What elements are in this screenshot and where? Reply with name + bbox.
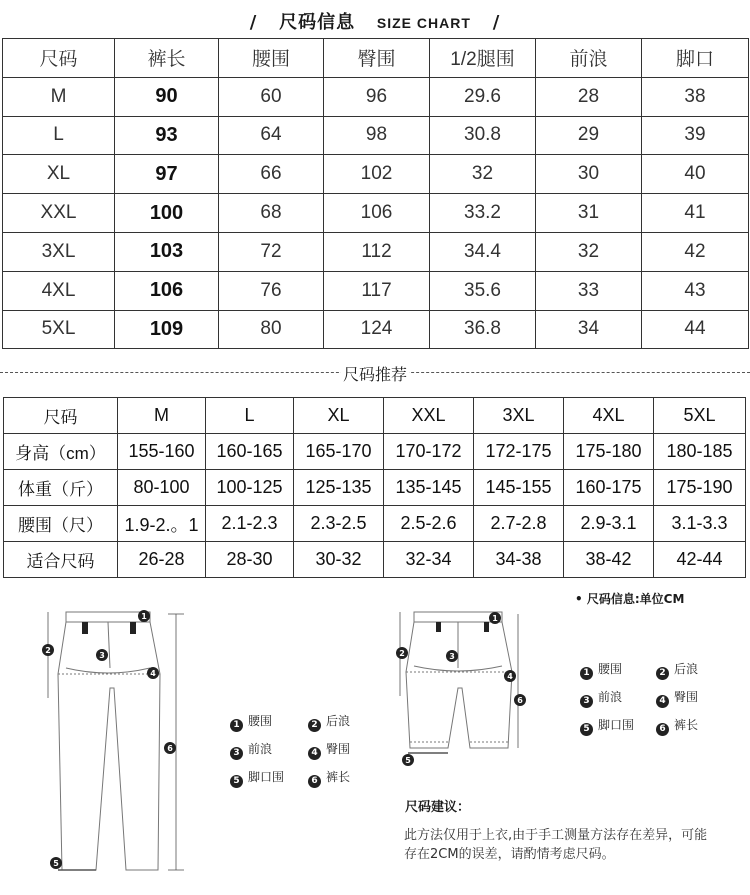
table-cell: 103 (115, 232, 219, 271)
table-row (3, 310, 749, 349)
row-header-cell: 身高（cm） (4, 434, 118, 470)
unit-note: • 尺码信息:单位CM (575, 592, 685, 606)
marker-3-label: 3 (449, 652, 455, 661)
table-cell: L (3, 116, 115, 155)
table-header-cell: 尺码 (3, 39, 115, 78)
table-cell: 160-165 (206, 434, 294, 470)
table-row (4, 506, 746, 542)
table-cell: 145-155 (474, 470, 564, 506)
table-cell: 32 (430, 155, 536, 194)
table-header-cell: 脚口 (642, 39, 749, 78)
legend-item: 2 后浪 (656, 660, 698, 680)
table-cell: 96 (324, 77, 430, 116)
table-cell: 34 (536, 310, 642, 349)
table-cell: 125-135 (294, 470, 384, 506)
table-cell: 106 (324, 194, 430, 233)
title-slash-right: / (492, 12, 501, 33)
table-header-row (3, 39, 749, 78)
table-cell: 2.1-2.3 (206, 506, 294, 542)
table-cell: 39 (642, 116, 749, 155)
table-row (3, 155, 749, 194)
marker-4-label: 4 (150, 669, 156, 678)
row-header-cell: 尺码 (4, 398, 118, 434)
table-cell: 2.3-2.5 (294, 506, 384, 542)
table-cell: M (3, 77, 115, 116)
marker-3-label: 3 (99, 651, 105, 660)
table-header-cell: 前浪 (536, 39, 642, 78)
table-cell: 34.4 (430, 232, 536, 271)
table-header-cell: 臀围 (324, 39, 430, 78)
table-cell: 29 (536, 116, 642, 155)
legend-item: 4 臀围 (308, 740, 350, 760)
size-chart-table (2, 38, 749, 349)
table-cell: 42-44 (654, 542, 746, 578)
table-cell: 124 (324, 310, 430, 349)
page-title (0, 8, 750, 34)
table-cell: 33.2 (430, 194, 536, 233)
table-cell: 28-30 (206, 542, 294, 578)
table-cell: 3XL (3, 232, 115, 271)
table-header-row (4, 398, 746, 434)
table-cell: 28 (536, 77, 642, 116)
table-cell: 4XL (564, 398, 654, 434)
table-cell: 44 (642, 310, 749, 349)
marker-2-label: 2 (399, 649, 405, 658)
recommend-title: 尺码推荐 (342, 365, 407, 384)
row-header-cell: 体重（斤） (4, 470, 118, 506)
table-row (3, 116, 749, 155)
table-cell: 30 (536, 155, 642, 194)
table-cell: 32-34 (384, 542, 474, 578)
table-cell: 155-160 (118, 434, 206, 470)
table-cell: 38-42 (564, 542, 654, 578)
table-cell: 5XL (654, 398, 746, 434)
table-cell: 3XL (474, 398, 564, 434)
table-cell: 170-172 (384, 434, 474, 470)
long-pants-diagram (38, 608, 198, 890)
legend-item: 2 后浪 (308, 712, 350, 732)
table-cell: 98 (324, 116, 430, 155)
table-cell: XL (3, 155, 115, 194)
table-cell: 35.6 (430, 271, 536, 310)
table-cell: 80 (219, 310, 324, 349)
table-row (3, 232, 749, 271)
marker-6-label: 6 (167, 744, 173, 753)
marker-2-label: 2 (45, 646, 51, 655)
table-cell: 66 (219, 155, 324, 194)
table-cell: 106 (115, 271, 219, 310)
table-cell: 160-175 (564, 470, 654, 506)
table-cell: 1.9-2.。1 (118, 506, 206, 542)
table-header-cell: 裤长 (115, 39, 219, 78)
table-cell: 2.5-2.6 (384, 506, 474, 542)
table-cell: 29.6 (430, 77, 536, 116)
legend-item: 6 裤长 (656, 716, 698, 736)
table-cell: 102 (324, 155, 430, 194)
table-cell: 36.8 (430, 310, 536, 349)
size-recommend-table (3, 397, 746, 578)
legend-item: 1 腰围 (230, 712, 272, 732)
table-cell: 34-38 (474, 542, 564, 578)
table-cell: 80-100 (118, 470, 206, 506)
legend-item: 3 前浪 (580, 688, 622, 708)
legend-item: 5 脚口围 (230, 768, 284, 788)
table-cell: 100 (115, 194, 219, 233)
table-cell: 90 (115, 77, 219, 116)
title-cn: 尺码信息 (279, 12, 356, 33)
table-cell: 40 (642, 155, 749, 194)
table-cell: 117 (324, 271, 430, 310)
marker-5-label: 5 (405, 756, 411, 765)
table-cell: 43 (642, 271, 749, 310)
legend-item: 5 脚口围 (580, 716, 634, 736)
table-cell: M (118, 398, 206, 434)
table-cell: 68 (219, 194, 324, 233)
table-cell: XXL (3, 194, 115, 233)
table-cell: L (206, 398, 294, 434)
table-cell: 112 (324, 232, 430, 271)
table-cell: 2.9-3.1 (564, 506, 654, 542)
table-cell: 33 (536, 271, 642, 310)
table-row (4, 542, 746, 578)
table-cell: 60 (219, 77, 324, 116)
table-row (4, 470, 746, 506)
table-cell: 109 (115, 310, 219, 349)
table-cell: 172-175 (474, 434, 564, 470)
legend-item: 3 前浪 (230, 740, 272, 760)
table-cell: 64 (219, 116, 324, 155)
title-slash-left: / (249, 12, 258, 33)
table-cell: 30.8 (430, 116, 536, 155)
table-cell: 5XL (3, 310, 115, 349)
table-cell: 32 (536, 232, 642, 271)
table-cell: 100-125 (206, 470, 294, 506)
advice-text: 此方法仅用于上衣,由于手工测量方法存在差异，可能存在2CM的误差，请酌情考虑尺码。 (404, 828, 708, 862)
recommend-heading (0, 362, 750, 385)
table-header-cell: 腰围 (219, 39, 324, 78)
table-cell: 135-145 (384, 470, 474, 506)
table-cell: 31 (536, 194, 642, 233)
table-header-cell: 1/2腿围 (430, 39, 536, 78)
table-cell: 26-28 (118, 542, 206, 578)
table-cell: 175-190 (654, 470, 746, 506)
marker-1-label: 1 (492, 614, 498, 623)
table-cell: 42 (642, 232, 749, 271)
table-cell: 38 (642, 77, 749, 116)
table-cell: 72 (219, 232, 324, 271)
table-cell: 41 (642, 194, 749, 233)
table-cell: 2.7-2.8 (474, 506, 564, 542)
table-row (3, 77, 749, 116)
row-header-cell: 适合尺码 (4, 542, 118, 578)
table-cell: 97 (115, 155, 219, 194)
title-en: SIZE CHART (376, 15, 471, 31)
table-row (4, 434, 746, 470)
table-cell: XXL (384, 398, 474, 434)
table-cell: 30-32 (294, 542, 384, 578)
short-pants-diagram (392, 608, 532, 768)
marker-4-label: 4 (507, 672, 513, 681)
row-header-cell: 腰围（尺） (4, 506, 118, 542)
marker-6-label: 6 (517, 696, 523, 705)
table-row (3, 271, 749, 310)
marker-1-label: 1 (141, 612, 147, 621)
legend-item: 1 腰围 (580, 660, 622, 680)
table-row (3, 194, 749, 233)
legend-item: 4 臀围 (656, 688, 698, 708)
advice-title: 尺码建议： (405, 800, 471, 815)
table-cell: 4XL (3, 271, 115, 310)
table-cell: 3.1-3.3 (654, 506, 746, 542)
table-cell: 165-170 (294, 434, 384, 470)
table-cell: 180-185 (654, 434, 746, 470)
marker-5-label: 5 (53, 859, 59, 868)
table-cell: 93 (115, 116, 219, 155)
legend-item: 6 裤长 (308, 768, 350, 788)
table-cell: XL (294, 398, 384, 434)
table-cell: 76 (219, 271, 324, 310)
table-cell: 175-180 (564, 434, 654, 470)
